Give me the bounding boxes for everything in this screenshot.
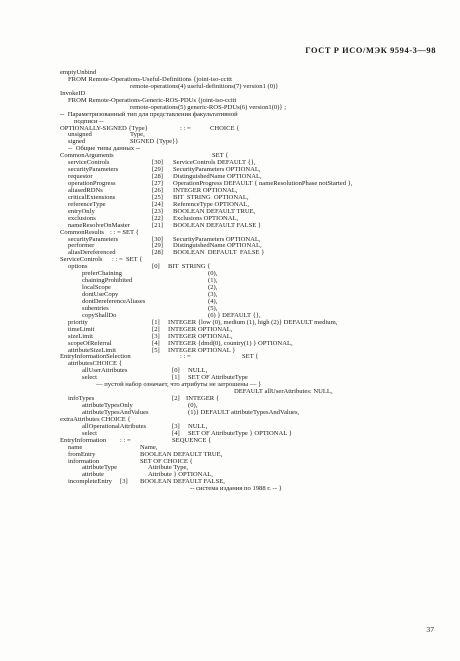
code-token: allOperationalAttributes xyxy=(82,422,147,430)
code-token: [28] xyxy=(152,173,163,181)
code-token: options xyxy=(68,263,88,271)
code-token: (4), xyxy=(208,297,218,305)
code-token: extraAttributes CHOICE { xyxy=(60,415,131,423)
code-token: FROM Remote-Operations-Useful-Definitions {joint-iso-ccitt xyxy=(68,75,232,83)
code-token: [0] xyxy=(152,263,160,271)
code-token: EntryInformation xyxy=(60,436,107,444)
code-line xyxy=(60,472,440,479)
code-token: [4] xyxy=(152,339,160,347)
code-line xyxy=(60,257,440,264)
asn1-definitions xyxy=(60,70,440,493)
code-line xyxy=(60,146,440,153)
code-token: referenceType xyxy=(68,200,106,208)
code-token: emptyUnbind xyxy=(60,69,97,76)
code-token: serviceControls xyxy=(68,159,110,167)
code-token: information xyxy=(68,457,100,465)
code-token: BOOLEAN DEFAULT FALSE, xyxy=(140,478,225,486)
code-token: operationProgress xyxy=(68,180,116,187)
code-token: signed xyxy=(68,138,86,146)
code-token: infoTypes xyxy=(68,395,95,403)
code-token: (2), xyxy=(208,284,218,292)
code-token: SET OF AttributeType } OPTIONAL } xyxy=(188,429,292,437)
code-token: subentries xyxy=(82,304,109,312)
code-token: SEQUENCE { xyxy=(172,436,212,444)
code-token: name xyxy=(68,443,83,451)
code-token: OPTIONALLY-SIGNED {Type} xyxy=(60,124,148,132)
code-token: incompleteEntry xyxy=(68,478,112,486)
code-token: ServiceControls xyxy=(60,256,103,264)
code-token: [30] xyxy=(152,235,163,243)
code-token: unsigned xyxy=(68,131,92,139)
code-token: InvokeID xyxy=(60,89,86,97)
code-token: Name, xyxy=(140,443,158,451)
code-line xyxy=(60,126,440,133)
code-token: INTEGER OPTIONAL, xyxy=(168,332,233,340)
code-token: -- Общие типы данных -- xyxy=(68,145,141,153)
code-token: — пустой набор означает, что атрибуты не затрошены — } xyxy=(96,381,262,389)
code-token: Attribute } OPTIONAL, xyxy=(148,471,213,479)
code-line xyxy=(60,486,440,493)
code-token: CommonResults xyxy=(60,228,104,236)
code-token: criticalExtensions xyxy=(68,193,116,201)
code-token: [5] xyxy=(152,346,160,354)
code-line xyxy=(60,188,440,195)
code-token: : : = xyxy=(120,436,131,444)
code-token: ReferenceType OPTIONAL, xyxy=(173,200,250,208)
code-token: OperationProgress DEFAULT { nameResolutionPhase notStarted }, xyxy=(173,180,353,187)
code-token: aliasedRDNs xyxy=(68,186,103,194)
code-token: priority xyxy=(68,318,88,326)
code-token: : : = xyxy=(180,353,191,361)
code-token: localScope xyxy=(82,284,111,292)
code-token: dontUseCopy xyxy=(82,291,119,298)
code-token: attributeTypesOnly xyxy=(82,402,133,409)
code-token: SecurityParameters OPTIONAL, xyxy=(173,166,261,174)
code-token: [4] xyxy=(172,429,180,437)
code-token: (1)} DEFAULT attributeTypesAndValues, xyxy=(188,408,300,416)
code-token: [2] xyxy=(152,325,160,333)
code-token: chainingProhibited xyxy=(82,277,133,285)
code-line xyxy=(60,389,440,396)
code-token: [25] xyxy=(152,193,163,201)
page-number: 37 xyxy=(426,625,434,634)
code-token: : : = SET { xyxy=(112,256,143,264)
code-token: select xyxy=(82,429,98,437)
code-line xyxy=(60,438,440,445)
code-line xyxy=(60,195,440,202)
code-token: [1] xyxy=(152,318,160,326)
code-token: INTEGER OPTIONAL, xyxy=(173,186,238,194)
code-token: securityParameters xyxy=(68,166,119,174)
code-token: [30] xyxy=(152,159,163,167)
code-line xyxy=(60,299,440,306)
code-token: SecurityParameters OPTIONAL, xyxy=(173,235,261,243)
code-token: attributeType xyxy=(82,464,118,472)
code-line xyxy=(60,465,440,472)
code-token: [3] xyxy=(152,332,160,340)
code-line xyxy=(60,327,440,334)
code-token: DistinguishedName OPTIONAL, xyxy=(173,242,262,250)
code-token: (0), xyxy=(208,270,218,278)
code-token: [23] xyxy=(152,207,163,215)
code-token: SET { xyxy=(242,353,259,361)
code-token: SIGNED {Type}} xyxy=(130,138,179,146)
code-token: INTEGER {dmd(0), country(1) } OPTIONAL, xyxy=(168,339,293,347)
code-line xyxy=(60,368,440,375)
code-token: select xyxy=(82,374,98,382)
code-token: [29] xyxy=(152,242,163,250)
code-token: [29] xyxy=(152,166,163,174)
code-token: remote-operations(4) useful-definitions(7) version1 (0)} xyxy=(130,82,279,90)
code-token: (3), xyxy=(208,291,218,298)
code-token: -- Параметризованный тип для представления факультативной xyxy=(60,110,238,118)
code-token: NULL, xyxy=(188,367,208,375)
code-token: (1), xyxy=(208,277,218,285)
code-token: DistinguishedName OPTIONAL, xyxy=(173,173,262,181)
code-token: scopeOfReferral xyxy=(68,339,112,347)
code-token: SET OF AttributeType xyxy=(188,374,248,382)
code-token: [22] xyxy=(152,214,163,222)
code-token: dontDereferenceAliases xyxy=(82,297,146,305)
code-token: [2] xyxy=(172,395,180,403)
code-token: copyShallDo xyxy=(82,311,117,319)
code-token: [3] xyxy=(120,478,128,486)
code-token: DEFAULT allUserAttributes: NULL, xyxy=(234,388,333,396)
code-token: [24] xyxy=(152,200,163,208)
code-token: [3] xyxy=(172,422,180,430)
code-token: [21] xyxy=(152,221,163,229)
code-token: : : = SET { xyxy=(110,228,139,236)
code-token: FROM Remote-Operations-Generic-ROS-PDUs {joint-iso-ccitt xyxy=(68,96,237,104)
code-token: entryOnly xyxy=(68,207,95,215)
code-token: BIT STRING { xyxy=(168,263,211,271)
code-line xyxy=(60,445,440,452)
code-token: (0), xyxy=(188,402,198,409)
code-token: Attribute Type, xyxy=(148,464,189,472)
code-line xyxy=(60,209,440,216)
code-token: (6) } DEFAULT {}, xyxy=(208,311,261,319)
code-line xyxy=(60,341,440,348)
code-token: attributesCHOICE { xyxy=(68,360,122,368)
code-token: INTEGER OPTIONAL, xyxy=(168,325,233,333)
code-token: BOOLEAN DEFAULT FALSE } xyxy=(173,249,265,257)
code-token: BOOLEAN DEFAULT TRUE, xyxy=(173,207,256,215)
code-line xyxy=(60,459,440,466)
code-token: performer xyxy=(68,242,95,250)
code-line xyxy=(60,452,440,459)
code-token: [27] xyxy=(152,180,163,187)
code-token: BIT STRING OPTIONAL, xyxy=(173,193,249,201)
code-token: CommonArguments xyxy=(60,152,114,160)
code-token: подписи -- xyxy=(74,117,104,125)
code-token: (5), xyxy=(208,304,218,312)
code-line xyxy=(60,84,440,91)
code-line xyxy=(60,181,440,188)
code-token: Type, xyxy=(130,131,145,139)
code-token: allUserAttributes xyxy=(82,367,128,375)
code-token: [1] xyxy=(172,374,180,382)
code-token: ServiceControls DEFAULT {}, xyxy=(173,159,256,167)
code-token: SET { xyxy=(212,152,229,160)
code-token: CHOICE { xyxy=(210,124,240,132)
code-token: SET OF CHOICE { xyxy=(140,457,193,465)
code-token: [0] xyxy=(172,367,180,375)
code-line xyxy=(60,320,440,327)
code-token: INTEGER { xyxy=(186,395,220,403)
code-token: remote-operations(5) generic-ROS-PDUs(6) version1(0)} ; xyxy=(130,103,287,111)
code-line xyxy=(60,132,440,139)
code-token: exclusions xyxy=(68,214,96,222)
code-token: [26] xyxy=(152,186,163,194)
code-token: attributeSizeLimit xyxy=(68,346,116,354)
code-token: attribute xyxy=(82,471,104,479)
code-token: [28] xyxy=(152,249,163,257)
code-token: Exclusions OPTIONAL, xyxy=(173,214,239,222)
code-token: BOOLEAN DEFAULT TRUE, xyxy=(140,450,223,458)
code-token: INTEGER OPTIONAL } xyxy=(168,346,236,354)
code-token: nameResolveOnMaster xyxy=(68,221,130,229)
code-token: requestor xyxy=(68,173,93,181)
code-line xyxy=(60,278,440,285)
code-token: NULL, xyxy=(188,422,208,430)
code-line xyxy=(60,112,440,119)
code-token: preferChaining xyxy=(82,270,122,278)
code-token: INTEGER {low (0), medium (1), high (2)} DEFAULT medium, xyxy=(168,318,338,326)
code-token: BOOLEAN DEFAULT FALSE } xyxy=(173,221,262,229)
standard-header: ГОСТ Р ИСО/МЭК 9594-3—98 xyxy=(305,46,436,55)
code-token: EntryInformationSelection xyxy=(60,353,131,361)
code-token: : : = xyxy=(180,124,191,132)
code-token: sizeLimit xyxy=(68,332,93,340)
code-token: fromEntry xyxy=(68,450,96,458)
code-token: attributeTypesAndValues xyxy=(82,408,149,416)
code-token: aliasDereferenced xyxy=(68,249,116,257)
code-line xyxy=(60,431,440,438)
code-token: -- система издания по 1988 г. -- } xyxy=(190,485,282,493)
code-token: timeLimit xyxy=(68,325,95,333)
code-token: securityParameters xyxy=(68,235,119,243)
